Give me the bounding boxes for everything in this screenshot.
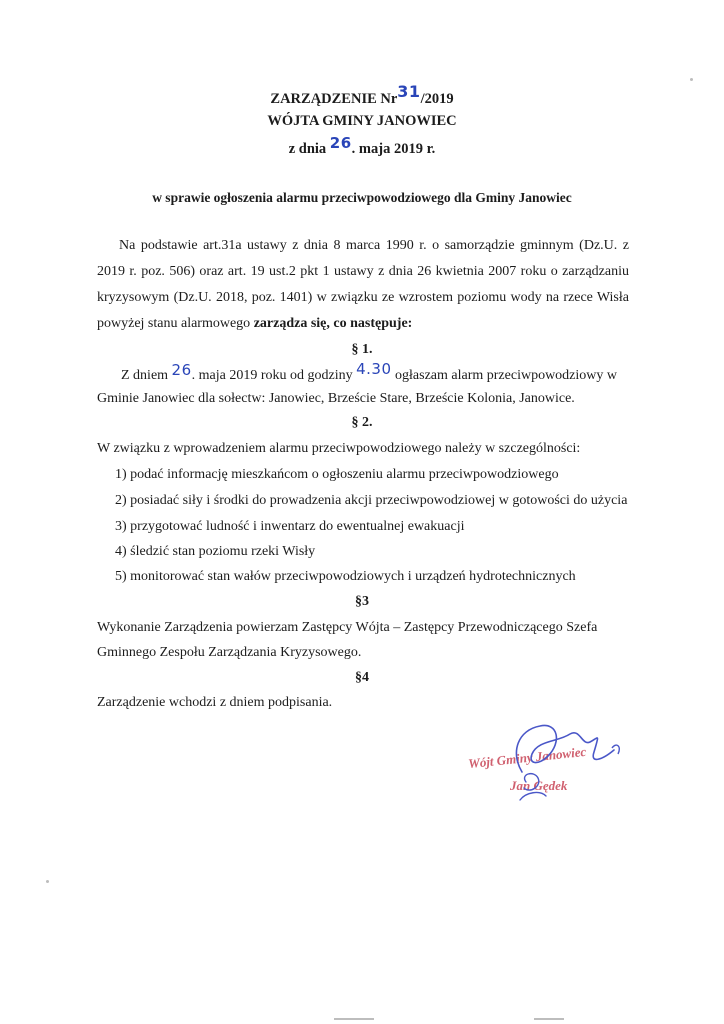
stamp-line-1: Wójt Gminy Janowiec: [467, 743, 587, 772]
handwritten-number: 31: [397, 82, 421, 101]
issuing-authority: WÓJTA GMINY JANOWIEC: [267, 113, 457, 129]
scan-speck: [334, 1018, 374, 1020]
preamble-bold-tail: zarządza się, co następuje:: [253, 316, 413, 331]
section-3-line-2: Gminnego Zespołu Zarządzania Kryzysowego.: [97, 645, 362, 660]
section-1-text-b: . maja 2019 roku od godziny: [191, 368, 353, 383]
official-stamp: [462, 712, 632, 822]
title-suffix: /2019: [420, 91, 454, 107]
date-prefix: z dnia: [288, 141, 327, 157]
preamble-text: Na podstawie art.31a ustawy z dnia 8 marca 1990 r. o samorządzie gminnym (Dz.U. z 2019 r. poz. 506) oraz art. 19 ust.2 pkt 1 ustawy z dnia 26 kwietnia 2007 roku o zarządzaniu kryzysowym (Dz.U. 2018, poz. 1401) w związku ze wzrostem poziomu wody na rzece Wisła powyżej stanu alarmowego: [97, 238, 629, 331]
section-2-heading: § 2.: [351, 415, 373, 430]
scan-speck: [690, 78, 693, 81]
date-suffix: . maja 2019 r.: [351, 141, 436, 157]
title-prefix: ZARZĄDZENIE Nr: [270, 91, 398, 107]
scan-speck: [46, 880, 49, 883]
scan-speck: [534, 1018, 564, 1020]
section-1-line-2: Gminie Janowiec dla sołectw: Janowiec, Brzeście Stare, Brzeście Kolonia, Janowice.: [97, 391, 575, 406]
handwritten-signature: [462, 712, 632, 822]
section-1-text-a: Z dniem: [121, 368, 169, 383]
handwritten-alarm-day: 26: [171, 361, 192, 379]
section-1-line-1: [121, 360, 618, 384]
section-4-heading: §4: [355, 670, 369, 685]
stamp-line-2: Jan Gędek: [510, 778, 568, 793]
section-4-text: Zarządzenie wchodzi z dniem podpisania.: [97, 695, 333, 710]
section-2-intro: W związku z wprowadzeniem alarmu przeciwpowodziowego należy w szczególności:: [97, 441, 581, 456]
preamble-paragraph: [97, 233, 629, 337]
document-title: [0, 82, 724, 108]
list-item: 3) przygotować ludność i inwentarz do ewentualnej ewakuacji: [115, 519, 465, 534]
list-item: 1) podać informację mieszkańcom o ogłoszeniu alarmu przeciwpowodziowego: [115, 467, 559, 482]
document-subject: w sprawie ogłoszenia alarmu przeciwpowodziowego dla Gminy Janowiec: [152, 190, 572, 205]
list-item: 5) monitorować stan wałów przeciwpowodziowych i urządzeń hydrotechnicznych: [115, 569, 576, 584]
section-3-heading: §3: [355, 594, 369, 609]
section-1-text-c: ogłaszam alarm przeciwpowodziowy w: [395, 368, 618, 383]
document-date: [0, 134, 724, 158]
section-1-heading: § 1.: [351, 342, 373, 357]
handwritten-day: 26: [329, 134, 352, 152]
handwritten-alarm-hour: 4.30: [356, 360, 392, 378]
section-3-line-1: Wykonanie Zarządzenia powierzam Zastępcy Wójta – Zastępcy Przewodniczącego Szefa: [97, 620, 598, 635]
list-item: 4) śledzić stan poziomu rzeki Wisły: [115, 544, 316, 559]
list-item: 2) posiadać siły i środki do prowadzenia akcji przeciwpowodziowej w gotowości do użycia: [115, 493, 628, 508]
